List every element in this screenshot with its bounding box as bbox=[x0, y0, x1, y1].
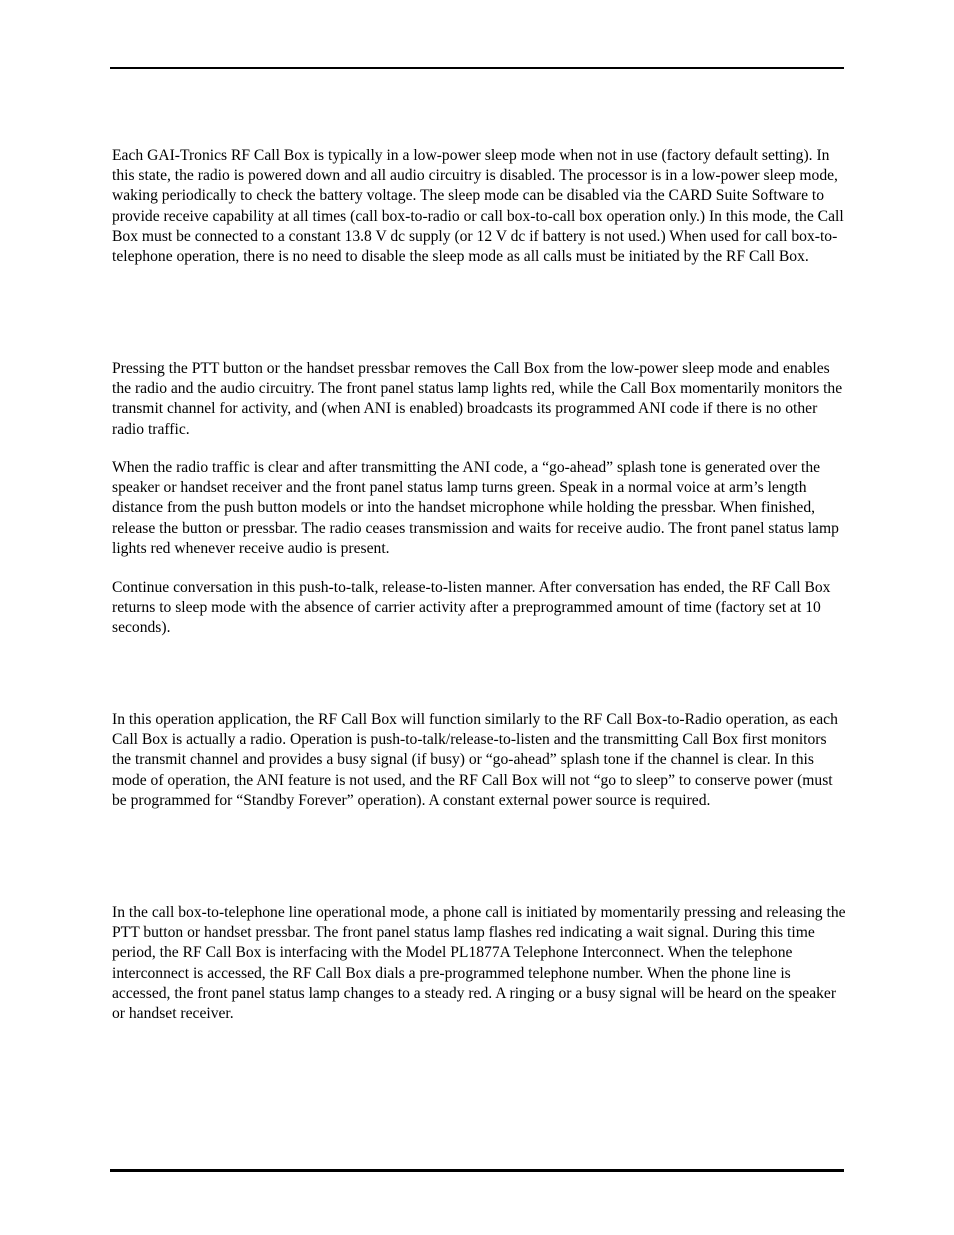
paragraph-go-ahead-tone: When the radio traffic is clear and after transmitting the ANI code, a “go-ahead” splash tone is generated over the speaker or handset receiver and the front panel status lamp turns green. Speak in a normal voice at arm’s length distance from the push button models or into the handset microphone while holding the pressbar. When finished, release the button or pressbar. The radio ceases transmission and waits for receive audio. The front panel status lamp lights red whenever receive audio is present. bbox=[112, 459, 839, 557]
header-rule bbox=[110, 67, 844, 69]
paragraph-call-box-to-call-box: In this operation application, the RF Call Box will function similarly to the RF Call Box-to-Radio operation, as each Call Box is actually a radio. Operation is push-to-talk/release-to-listen and the transmitting Call Box first monitors the transmit channel and provides a busy signal (if busy) or “go-ahead” splash tone if the channel is clear. In this mode of operation, the ANI feature is not used, and the RF Call Box will not “go to sleep” to conserve power (must be programmed for “Standby Forever” operation). A constant external power source is required. bbox=[112, 711, 838, 809]
paragraph-conversation: Continue conversation in this push-to-talk, release-to-listen manner. After conversation has ended, the RF Call Box returns to sleep mode with the absence of carrier activity after a preprogrammed amount of time (factory set at 10 seconds). bbox=[112, 579, 831, 637]
paragraph-sleep-mode: Each GAI-Tronics RF Call Box is typically in a low-power sleep mode when not in use (factory default setting). In this state, the radio is powered down and all audio circuitry is disabled. The processor is in a low-power sleep mode, waking periodically to check the battery voltage. The sleep mode can be disabled via the CARD Suite Software to provide receive capability at all times (call box-to-radio or call box-to-call box operation only.) In this mode, the Call Box must be connected to a constant 13.8 V dc supply (or 12 V dc if battery is not used.) When used for call box-to-telephone operation, there is no need to disable the sleep mode as all calls must be initiated by the RF Call Box. bbox=[112, 147, 844, 266]
footer-rule bbox=[110, 1169, 844, 1172]
paragraph-call-box-to-telephone: In the call box-to-telephone line operational mode, a phone call is initiated by momentarily pressing and releasing the PTT button or handset pressbar. The front panel status lamp flashes red indicating a wait signal. During this time period, the RF Call Box is interfacing with the Model PL1877A Telephone Interconnect. When the telephone interconnect is accessed, the RF Call Box dials a pre-programmed telephone number. When the phone line is accessed, the front panel status lamp changes to a steady red. A ringing or a busy signal will be heard on the speaker or handset receiver. bbox=[112, 904, 846, 1023]
paragraph-ptt-activation: Pressing the PTT button or the handset pressbar removes the Call Box from the low-power sleep mode and enables the radio and the audio circuitry. The front panel status lamp lights red, while the Call Box momentarily monitors the transmit channel for activity, and (when ANI is enabled) broadcasts its programmed ANI code if there is no other radio traffic. bbox=[112, 360, 843, 438]
